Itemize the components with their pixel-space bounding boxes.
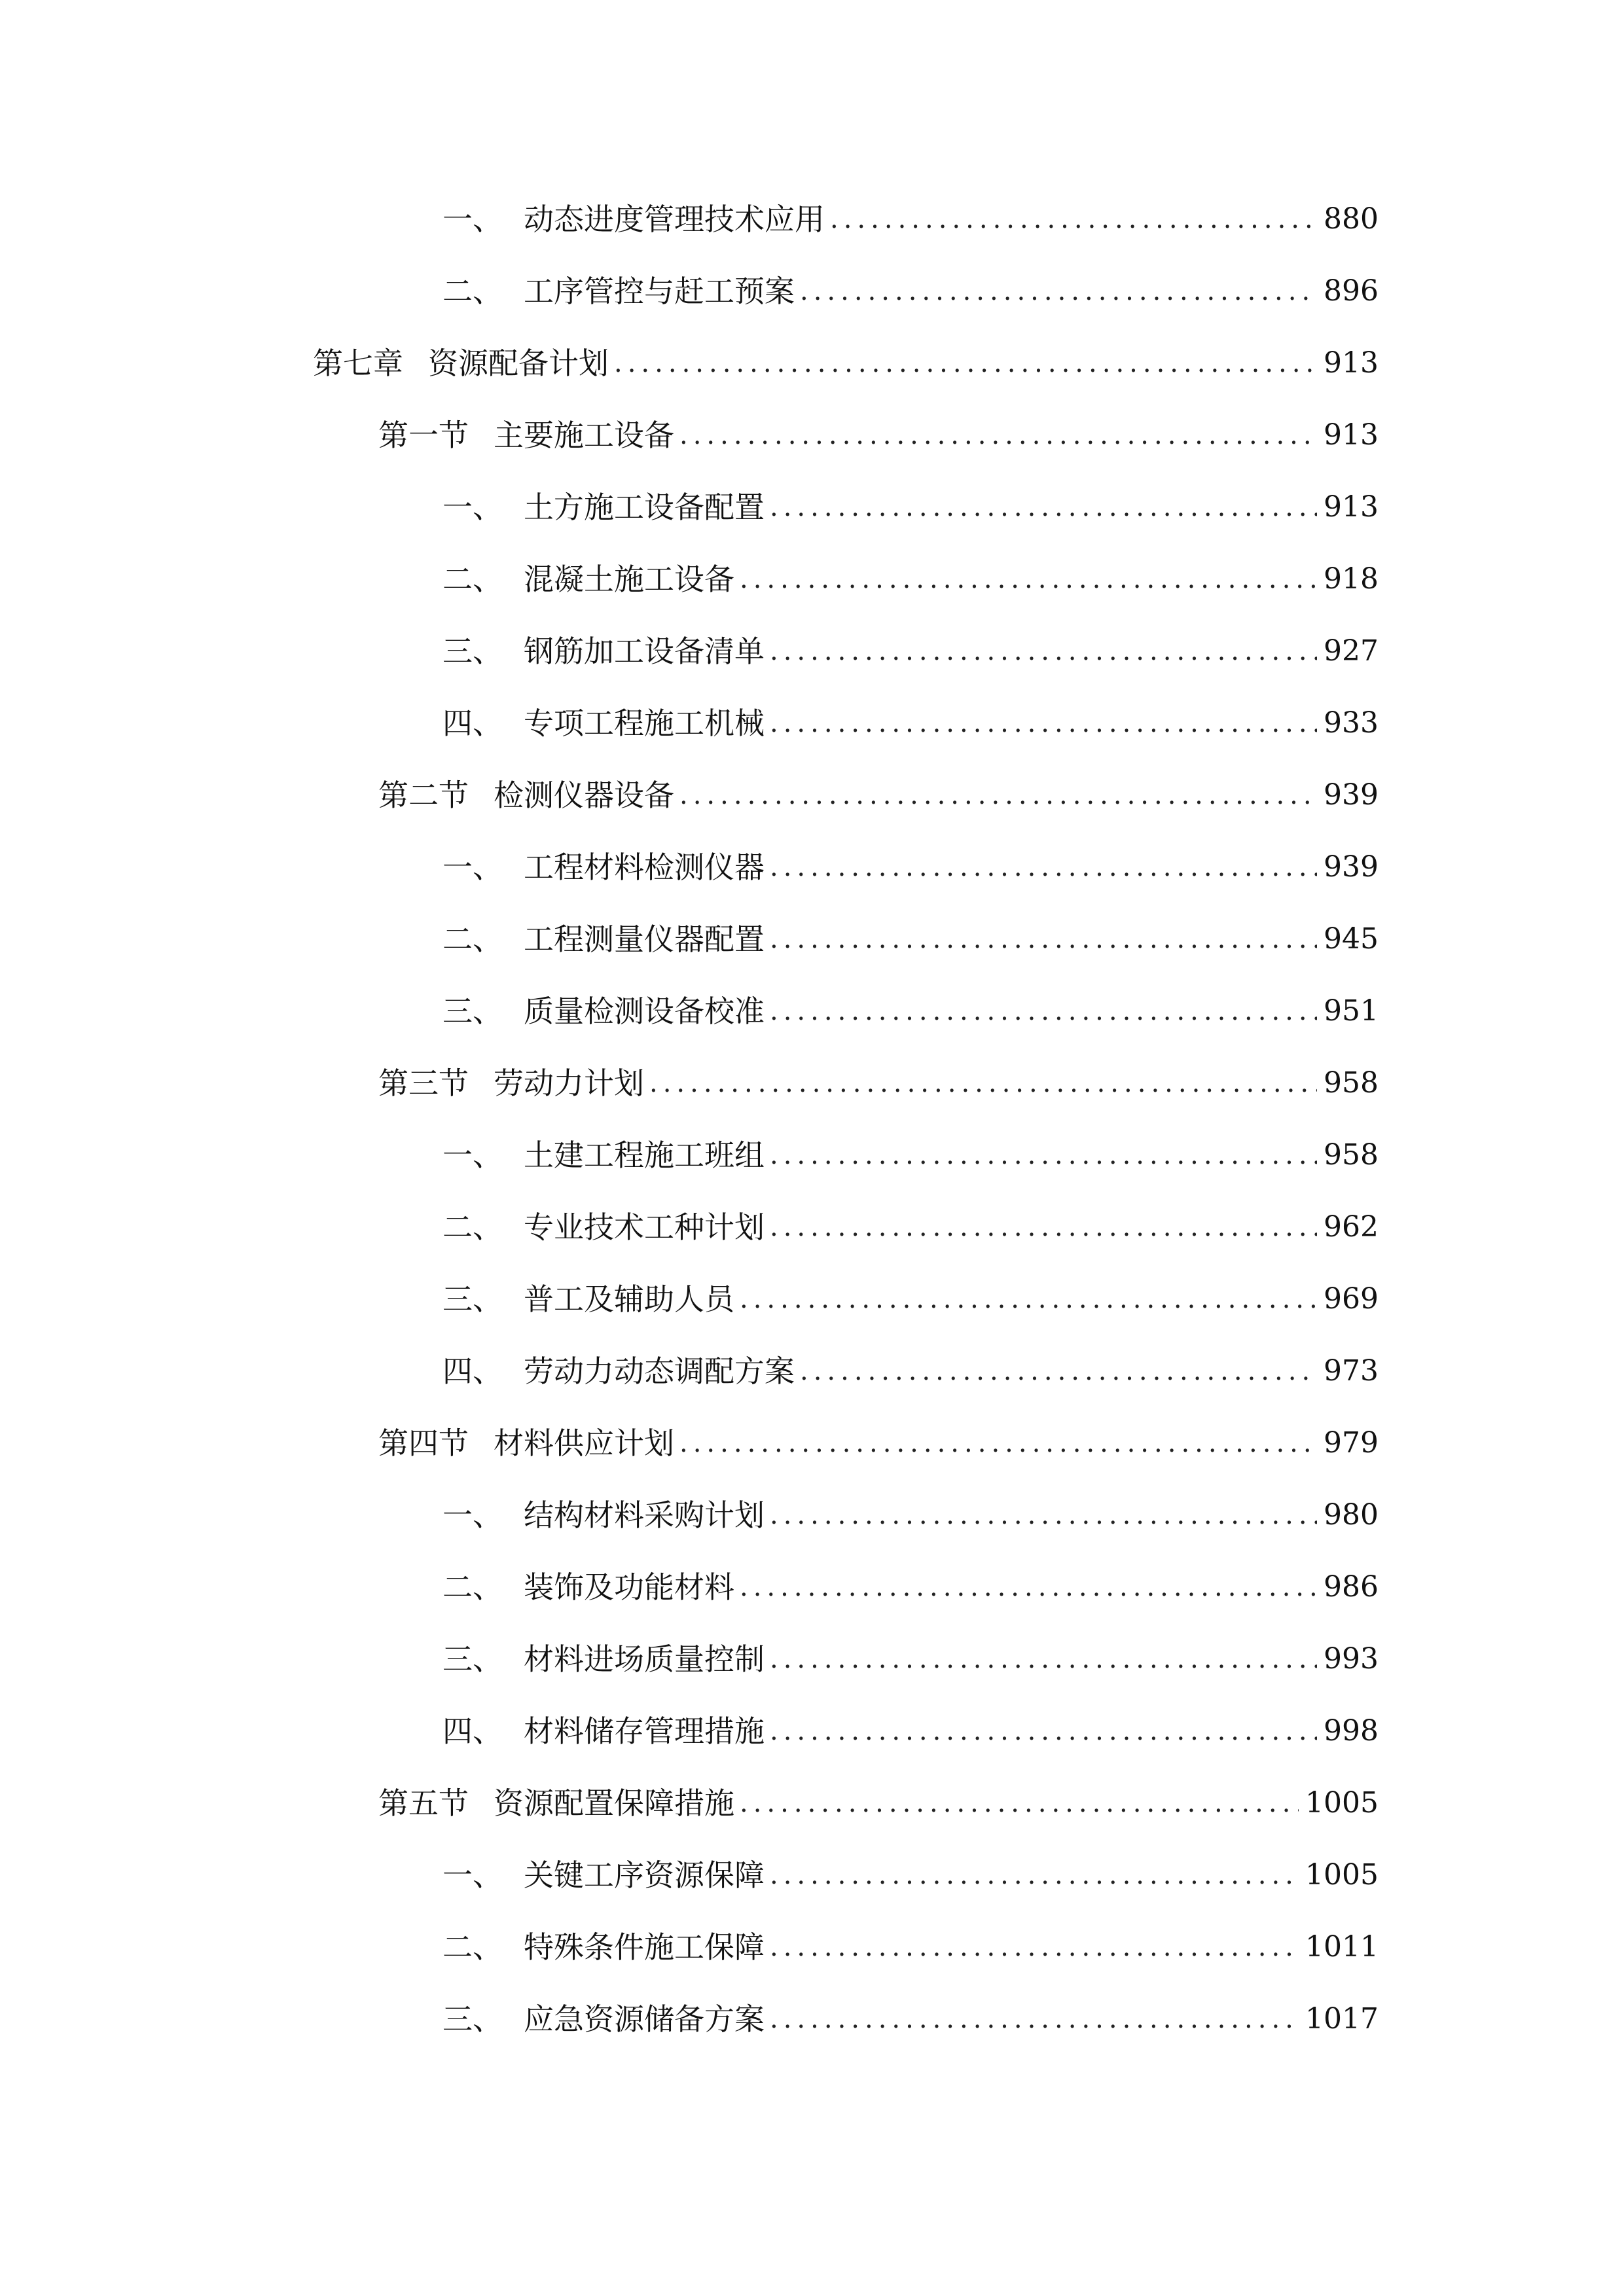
toc-entry[interactable] <box>442 193 1379 245</box>
dot-leader <box>830 193 1317 245</box>
toc-entry-number: 三、 <box>442 1641 503 1677</box>
dot-leader <box>770 1633 1317 1685</box>
toc-entry-page: 939 <box>1324 850 1379 884</box>
toc-entry[interactable] <box>442 1849 1379 1901</box>
toc-entry-number: 二、 <box>442 1929 503 1965</box>
toc-entry-page: 973 <box>1324 1354 1379 1388</box>
toc-entry[interactable] <box>442 1705 1379 1757</box>
toc-entry-number: 三、 <box>442 2001 503 2037</box>
toc-entry-title: 工程材料检测仪器 <box>524 850 765 885</box>
dot-leader <box>740 1777 1299 1829</box>
toc-entry-title: 混凝土施工设备 <box>524 562 734 597</box>
toc-entry-title: 劳动力计划 <box>494 1066 644 1101</box>
toc-entry[interactable] <box>442 697 1379 749</box>
toc-entry-number: 四、 <box>442 706 503 741</box>
dot-leader <box>770 1489 1317 1541</box>
dot-leader <box>740 1561 1317 1613</box>
toc-entry-page: 951 <box>1324 994 1379 1028</box>
toc-entry-page: 980 <box>1324 1498 1379 1532</box>
toc-entry[interactable] <box>442 1633 1379 1685</box>
dot-leader <box>770 1705 1317 1757</box>
toc-entry[interactable] <box>442 1921 1379 1973</box>
dot-leader <box>770 841 1317 893</box>
toc-entry-title: 土方施工设备配置 <box>524 490 765 525</box>
toc-entry-page: 1005 <box>1305 1858 1379 1892</box>
toc-entry[interactable] <box>442 553 1379 605</box>
toc-entry-page: 945 <box>1324 922 1379 956</box>
toc-entry[interactable] <box>442 481 1379 533</box>
toc-entry-section[interactable] <box>378 769 1379 821</box>
toc-entry-title: 资源配置保障措施 <box>494 1785 734 1821</box>
toc-entry-number: 一、 <box>442 1857 503 1893</box>
dot-leader <box>679 769 1317 821</box>
toc-entry-page: 913 <box>1324 418 1379 452</box>
toc-entry[interactable] <box>442 1345 1379 1397</box>
toc-entry[interactable] <box>442 1201 1379 1253</box>
toc-entry-title: 专业技术工种计划 <box>524 1210 765 1245</box>
toc-entry-title: 材料进场质量控制 <box>524 1641 765 1677</box>
dot-leader <box>800 1345 1317 1397</box>
toc-entry[interactable] <box>442 1489 1379 1541</box>
toc-entry-title: 钢筋加工设备清单 <box>524 634 765 669</box>
toc-entry-page: 1017 <box>1305 2002 1379 2036</box>
toc-entry-number: 一、 <box>442 1498 503 1533</box>
toc-entry-title: 材料供应计划 <box>494 1426 674 1461</box>
dot-leader <box>770 1921 1299 1973</box>
toc-entry-number: 一、 <box>442 850 503 885</box>
toc-entry-page: 979 <box>1324 1426 1379 1460</box>
toc-entry-page: 918 <box>1324 562 1379 596</box>
dot-leader <box>800 265 1317 317</box>
toc-entry[interactable] <box>442 1993 1379 2045</box>
toc-entry-title: 特殊条件施工保障 <box>524 1929 765 1965</box>
dot-leader <box>614 337 1317 389</box>
toc-entry-number: 四、 <box>442 1713 503 1749</box>
toc-entry[interactable] <box>442 985 1379 1037</box>
toc-entry-page: 913 <box>1324 346 1379 380</box>
toc-entry-page: 1011 <box>1305 1930 1379 1964</box>
toc-entry-title: 普工及辅助人员 <box>524 1282 734 1317</box>
toc-entry-page: 927 <box>1324 634 1379 668</box>
dot-leader <box>740 1273 1317 1325</box>
toc-entry-page: 933 <box>1324 706 1379 740</box>
toc-entry-section[interactable] <box>378 1777 1379 1829</box>
dot-leader <box>770 481 1317 533</box>
toc-entry-number: 二、 <box>442 922 503 957</box>
toc-entry-title: 专项工程施工机械 <box>524 706 765 741</box>
dot-leader <box>649 1057 1317 1109</box>
toc-entry-title: 关键工序资源保障 <box>524 1857 765 1893</box>
toc-entry-chapter[interactable] <box>313 337 1379 389</box>
toc-entry-page: 1005 <box>1305 1786 1379 1820</box>
toc-entry[interactable] <box>442 625 1379 677</box>
toc-entry-number: 三、 <box>442 634 503 669</box>
toc-entry-number: 一、 <box>442 202 503 237</box>
toc-entry-number: 第五节 <box>378 1785 469 1821</box>
toc-entry-page: 913 <box>1324 490 1379 524</box>
dot-leader <box>770 1201 1317 1253</box>
toc-entry-title: 动态进度管理技术应用 <box>524 202 825 237</box>
toc-entry-section[interactable] <box>378 1057 1379 1109</box>
toc-entry-page: 998 <box>1324 1714 1379 1748</box>
toc-entry-title: 材料储存管理措施 <box>524 1713 765 1749</box>
toc-entry-number: 二、 <box>442 274 503 309</box>
toc-entry-title: 主要施工设备 <box>494 418 674 453</box>
toc-entry-title: 工程测量仪器配置 <box>524 922 765 957</box>
toc-entry[interactable] <box>442 1561 1379 1613</box>
dot-leader <box>679 409 1317 461</box>
toc-entry-number: 第四节 <box>378 1426 469 1461</box>
toc-entry[interactable] <box>442 1273 1379 1325</box>
toc-entry-number: 三、 <box>442 1282 503 1317</box>
toc-entry-number: 二、 <box>442 1570 503 1605</box>
toc-entry-title: 结构材料采购计划 <box>524 1498 765 1533</box>
toc-entry-title: 资源配备计划 <box>428 346 609 381</box>
toc-entry[interactable] <box>442 1129 1379 1181</box>
toc-entry-page: 880 <box>1324 202 1379 236</box>
toc-entry-page: 896 <box>1324 274 1379 308</box>
dot-leader <box>770 697 1317 749</box>
toc-entry-page: 993 <box>1324 1642 1379 1676</box>
toc-entry-title: 劳动力动态调配方案 <box>524 1354 795 1389</box>
dot-leader <box>770 913 1317 965</box>
toc-entry-title: 土建工程施工班组 <box>524 1138 765 1173</box>
toc-entry-number: 第二节 <box>378 778 469 813</box>
toc-entry-number: 第三节 <box>378 1066 469 1101</box>
toc-entry-number: 一、 <box>442 490 503 525</box>
toc-entry-page: 958 <box>1324 1138 1379 1172</box>
toc-entry-number: 一、 <box>442 1138 503 1173</box>
toc-entry-section[interactable] <box>378 1417 1379 1469</box>
toc-entry-title: 检测仪器设备 <box>494 778 674 813</box>
toc-entry-title: 质量检测设备校准 <box>524 994 765 1029</box>
toc-entry-title: 装饰及功能材料 <box>524 1570 734 1605</box>
dot-leader <box>679 1417 1317 1469</box>
dot-leader <box>770 1993 1299 2045</box>
toc-entry-title: 应急资源储备方案 <box>524 2001 765 2037</box>
toc-entry-page: 962 <box>1324 1210 1379 1244</box>
toc-entry[interactable] <box>442 913 1379 965</box>
toc-entry-number: 第一节 <box>378 418 469 453</box>
toc-entry-page: 958 <box>1324 1066 1379 1100</box>
toc-entry-page: 986 <box>1324 1570 1379 1604</box>
toc-entry-number: 第七章 <box>313 346 403 381</box>
toc-entry-number: 二、 <box>442 1210 503 1245</box>
dot-leader <box>740 553 1317 605</box>
toc-entry-number: 四、 <box>442 1354 503 1389</box>
dot-leader <box>770 1849 1299 1901</box>
dot-leader <box>770 985 1317 1037</box>
toc-entry-number: 三、 <box>442 994 503 1029</box>
toc-entry[interactable] <box>442 841 1379 893</box>
dot-leader <box>770 625 1317 677</box>
toc-entry-page: 939 <box>1324 778 1379 812</box>
toc-entry-number: 二、 <box>442 562 503 597</box>
toc-entry[interactable] <box>442 265 1379 317</box>
toc-entry-page: 969 <box>1324 1282 1379 1316</box>
toc-entry-section[interactable] <box>378 409 1379 461</box>
dot-leader <box>770 1129 1317 1181</box>
toc-entry-title: 工序管控与赶工预案 <box>524 274 795 309</box>
